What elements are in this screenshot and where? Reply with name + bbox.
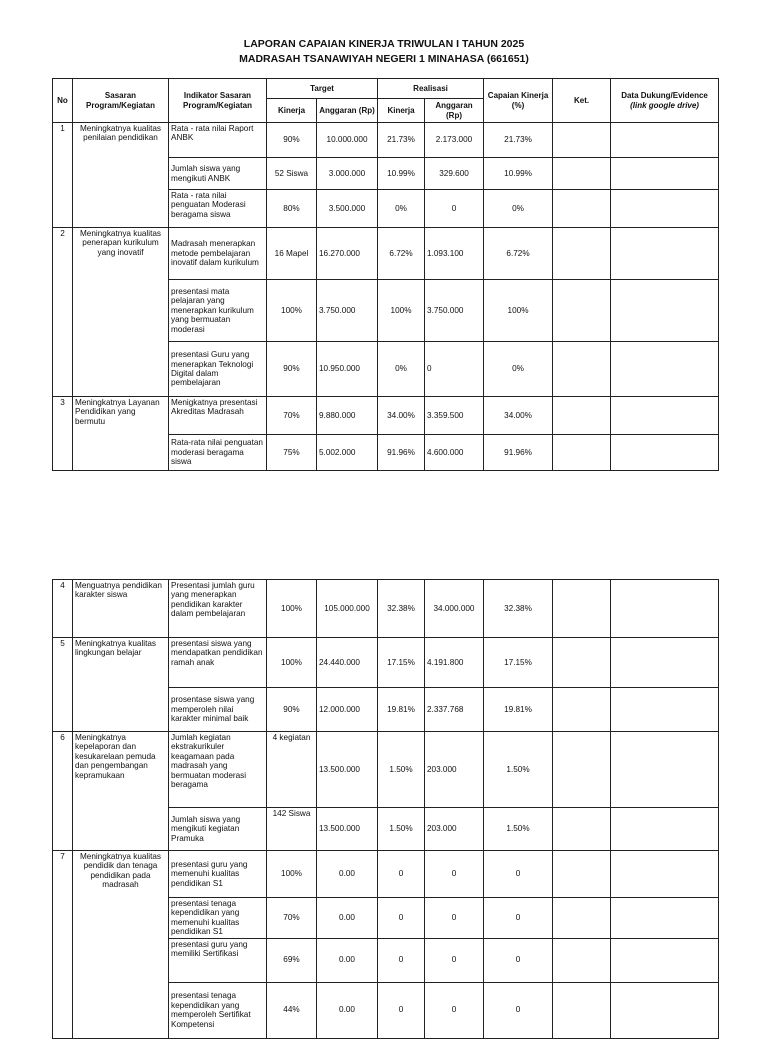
table-row: presentasi guru yang memiliki Sertifikasi 69% 0.00 0 0 0 (53, 938, 719, 982)
table-row: presentasi tenaga kependidikan yang memenuhi kualitas pendidikan S1 70% 0.00 0 0 0 (53, 898, 719, 939)
col-target-kinerja: Kinerja (267, 99, 317, 123)
report-title: LAPORAN CAPAIAN KINERJA TRIWULAN I TAHUN 2025 (243, 38, 525, 50)
col-realisasi-anggaran: Anggaran (Rp) (425, 99, 484, 123)
col-ket: Ket. (553, 79, 611, 123)
col-capaian: Capaian Kinerja (%) (484, 79, 553, 123)
col-indikator: Indikator Sasaran Program/Kegiatan (169, 79, 267, 123)
table-row: presentasi mata pelajaran yang menerapkan kurikulum yang bermuatan moderasi 100% 3.750.000 100% 3.750.000 100% (53, 280, 719, 342)
table-row: Jumlah siswa yang mengikuti kegiatan Pramuka 142 Siswa 13.500.000 1.50% 203.000 1.50% (53, 808, 719, 851)
report-table-page2 (52, 579, 719, 1039)
table-row: 2 Meningkatnya kualitas penerapan kurikulum yang inovatif Madrasah menerapkan metode pembelajaran inovatif dalam kurikulum 16 Mapel 16.270.000 6.72% 1.093.100 6.72% (53, 228, 719, 280)
col-target: Target (267, 79, 378, 99)
col-realisasi-kinerja: Kinerja (378, 99, 425, 123)
report-table-page1 (52, 78, 719, 471)
report-subtitle: MADRASAH TSANAWIYAH NEGERI 1 MINAHASA (661651) (239, 53, 529, 65)
table-row: 3 Meningkatnya Layanan Pendidikan yang bermutu Menigkatnya presentasi Akreditas Madrasah 70% 9.880.000 34.00% 3.359.500 34.00% (53, 397, 719, 435)
table-row: presentasi tenaga kependidikan yang memperoleh Sertifikat Kompetensi 44% 0.00 0 0 0 (53, 982, 719, 1038)
col-no: No (53, 79, 73, 123)
table-row: Rata-rata nilai penguatan moderasi beragama siswa 75% 5.002.000 91.96% 4.600.000 91.96% (53, 435, 719, 471)
table-row: 6 Meningkatnya kepelaporan dan kesukarelaan pemuda dan pengembangan kepramukaan Jumlah kegiatan ekstrakurikuler keagamaan pada madrasah yang bermuatan moderasi beragama 4 kegiatan 13.500.000 1.50% 203.000 1.50% (53, 732, 719, 808)
col-sasaran: Sasaran Program/Kegiatan (73, 79, 169, 123)
table-row: 4 Menguatnya pendidikan karakter siswa Presentasi jumlah guru yang menerapkan pendidikan karakter dalam pembelajaran 100% 105.000.000 32.38% 34.000.000 32.38% (53, 580, 719, 638)
table-row: prosentase siswa yang memperoleh nilai karakter minimal baik 90% 12.000.000 19.81% 2.337.768 19.81% (53, 688, 719, 732)
table-row: 1 Meningkatnya kualitas penilaian pendidikan Rata - rata nilai Raport ANBK 90% 10.000.000 21.73% 2.173.000 21.73% (53, 123, 719, 158)
col-data-dukung: Data Dukung/Evidence (link google drive) (611, 79, 719, 123)
table-row: presentasi Guru yang menerapkan Teknologi Digital dalam pembelajaran 90% 10.950.000 0% 0 0% (53, 342, 719, 397)
table-row: Jumlah siswa yang mengikuti ANBK 52 Siswa 3.000.000 10.99% 329.600 10.99% (53, 158, 719, 190)
table-row: Rata - rata nilai penguatan Moderasi beragama siswa 80% 3.500.000 0% 0 0% (53, 190, 719, 228)
col-target-anggaran: Anggaran (Rp) (317, 99, 378, 123)
col-realisasi: Realisasi (378, 79, 484, 99)
table-row: 5 Meningkatnya kualitas lingkungan belajar presentasi siswa yang mendapatkan pendidikan ramah anak 100% 24.440.000 17.15% 4.191.800 17.15% (53, 638, 719, 688)
table-row: 7 Meningkatnya kualitas pendidik dan tenaga pendidikan pada madrasah presentasi guru yang memenuhi kualitas pendidikan S1 100% 0.00 0 0 0 (53, 851, 719, 898)
